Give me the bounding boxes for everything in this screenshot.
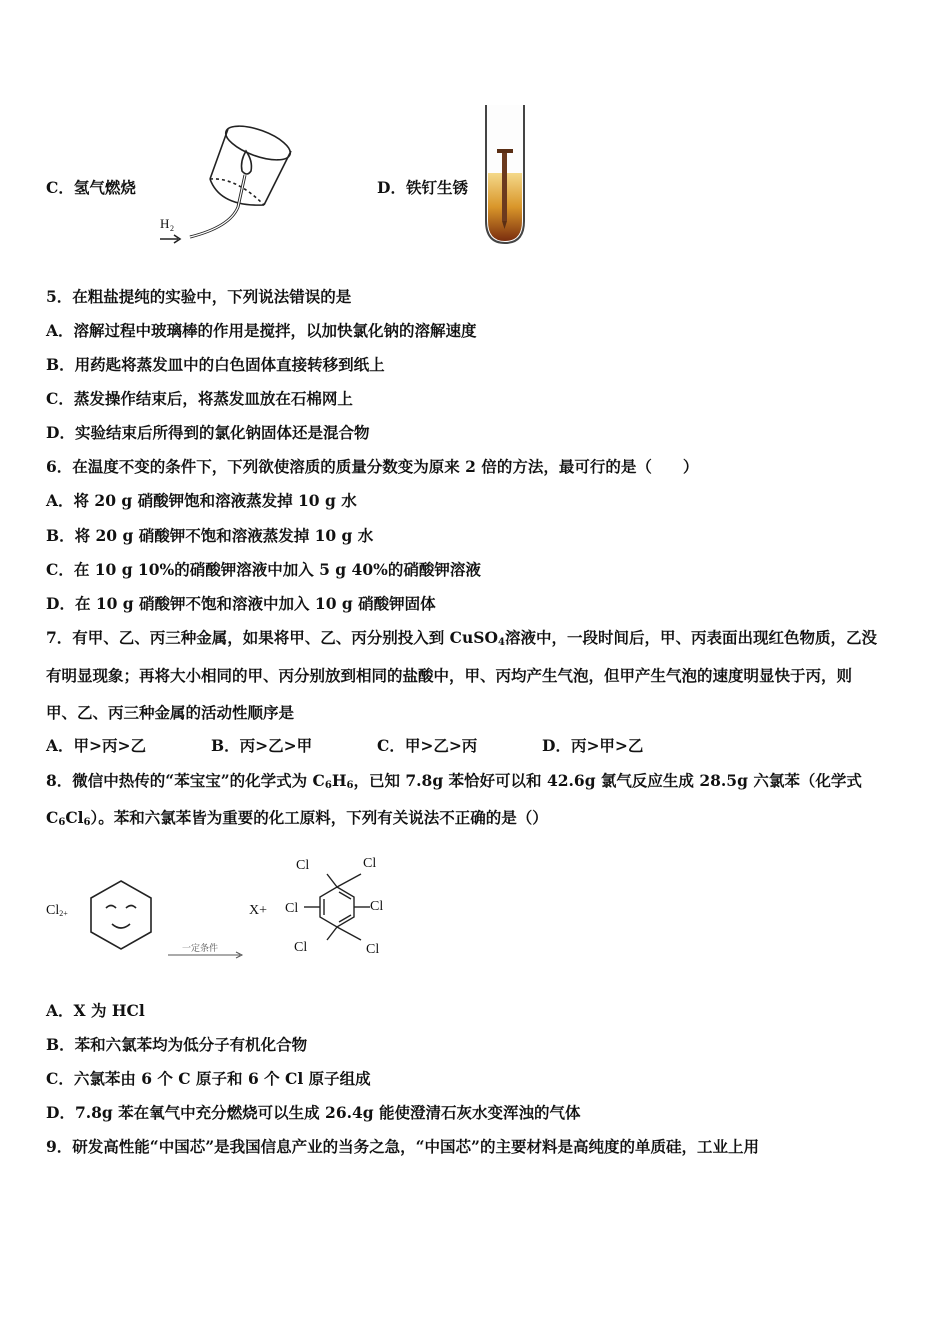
q7-stem-line2: 有明显现象；再将大小相同的甲、丙分别放到相同的盐酸中，甲、丙均产生气泡，但甲产生气泡的速度明显快于丙，则 <box>46 666 853 685</box>
q8-stem-line1: 8．微信中热传的“苯宝宝”的化学式为 $C_6H_6$，已知 7.8g 苯恰好可以和 42.6g 氯气反应生成 28.5g 六氯苯（化学式 <box>46 771 862 791</box>
q7-stem-line1: 7．有甲、乙、丙三种金属，如果将甲、乙、丙分别投入到 CuSO$_4$溶液中，一段时间后，甲、丙表面出现红色物质，乙没 <box>46 628 877 648</box>
q7-option-a: A．甲>丙>乙 <box>46 736 147 755</box>
q8-option-a: A．X 为 HCl <box>46 1001 145 1020</box>
h2-label: H <box>160 216 170 231</box>
q8-option-c: C．六氯苯由 6 个 C 原子和 6 个 Cl 原子组成 <box>46 1069 371 1088</box>
option-c-hydrogen-burning: C．氢气燃烧 <box>46 178 136 197</box>
option-d-iron-nail-rusting: D．铁钉生锈 <box>377 178 468 197</box>
q6-option-d: D．在 10 g 硝酸钾不饱和溶液中加入 10 g 硝酸钾固体 <box>46 594 436 613</box>
cl-atom-right: Cl <box>370 899 384 914</box>
q7-stem-line3: 甲、乙、丙三种金属的活动性顺序是 <box>46 703 295 722</box>
q5-option-d: D．实验结束后所得到的氯化钠固体还是混合物 <box>46 423 370 442</box>
reaction-condition: 一定条件 <box>182 943 219 953</box>
q5-stem: 5．在粗盐提纯的实验中，下列说法错误的是 <box>46 287 352 306</box>
q7-option-b: B．丙>乙>甲 <box>211 736 313 755</box>
q9-stem: 9．研发高性能“中国芯”是我国信息产业的当务之急，“中国芯”的主要材料是高纯度的单质硅，工业上用 <box>46 1137 759 1156</box>
reaction-arrow <box>166 940 246 962</box>
cl-atom-bottom-right: Cl <box>366 942 380 957</box>
cl-atom-left: Cl <box>285 901 299 916</box>
q7-option-c: C．甲>乙>丙 <box>377 736 478 755</box>
q6-option-c: C．在 10 g 10%的硝酸钾溶液中加入 5 g 40%的硝酸钾溶液 <box>46 560 481 579</box>
iron-nail-test-tube-illustration <box>478 103 533 248</box>
cl-atom-bottom-left: Cl <box>294 940 308 955</box>
q5-option-a: A．溶解过程中玻璃棒的作用是搅拌，以加快氯化钠的溶解速度 <box>46 321 477 340</box>
cl-atom-top-left: Cl <box>296 858 310 873</box>
reactant-cl2: $Cl_{2+}$ <box>46 903 68 918</box>
cl-atom-top-right: Cl <box>363 856 377 871</box>
h2-subscript: 2 <box>170 224 174 233</box>
hexachlorobenzene-structure <box>282 850 392 962</box>
q6-option-b: B．将 20 g 硝酸钾不饱和溶液蒸发掉 10 g 水 <box>46 526 374 545</box>
q6-option-a: A．将 20 g 硝酸钾饱和溶液蒸发掉 10 g 水 <box>46 491 357 510</box>
q7-option-d: D．丙>甲>乙 <box>542 736 644 755</box>
q8-option-d: D．7.8g 苯在氧气中充分燃烧可以生成 26.4g 能使澄清石灰水变浑浊的气体 <box>46 1103 581 1122</box>
q5-option-c: C．蒸发操作结束后，将蒸发皿放在石棉网上 <box>46 389 353 408</box>
product-x: X+ <box>249 903 268 918</box>
q8-option-b: B．苯和六氯苯均为低分子有机化合物 <box>46 1035 308 1054</box>
q8-stem-line2: $C_6Cl_6$）。苯和六氯苯皆为重要的化工原料，下列有关说法不正确的是（） <box>46 808 548 828</box>
hydrogen-burning-illustration <box>150 115 300 250</box>
q5-option-b: B．用药匙将蒸发皿中的白色固体直接转移到纸上 <box>46 355 385 374</box>
q6-stem: 6．在温度不变的条件下，下列欲使溶质的质量分数变为原来 2 倍的方法，最可行的是（ ） <box>46 457 699 476</box>
benzene-structure <box>84 878 158 952</box>
